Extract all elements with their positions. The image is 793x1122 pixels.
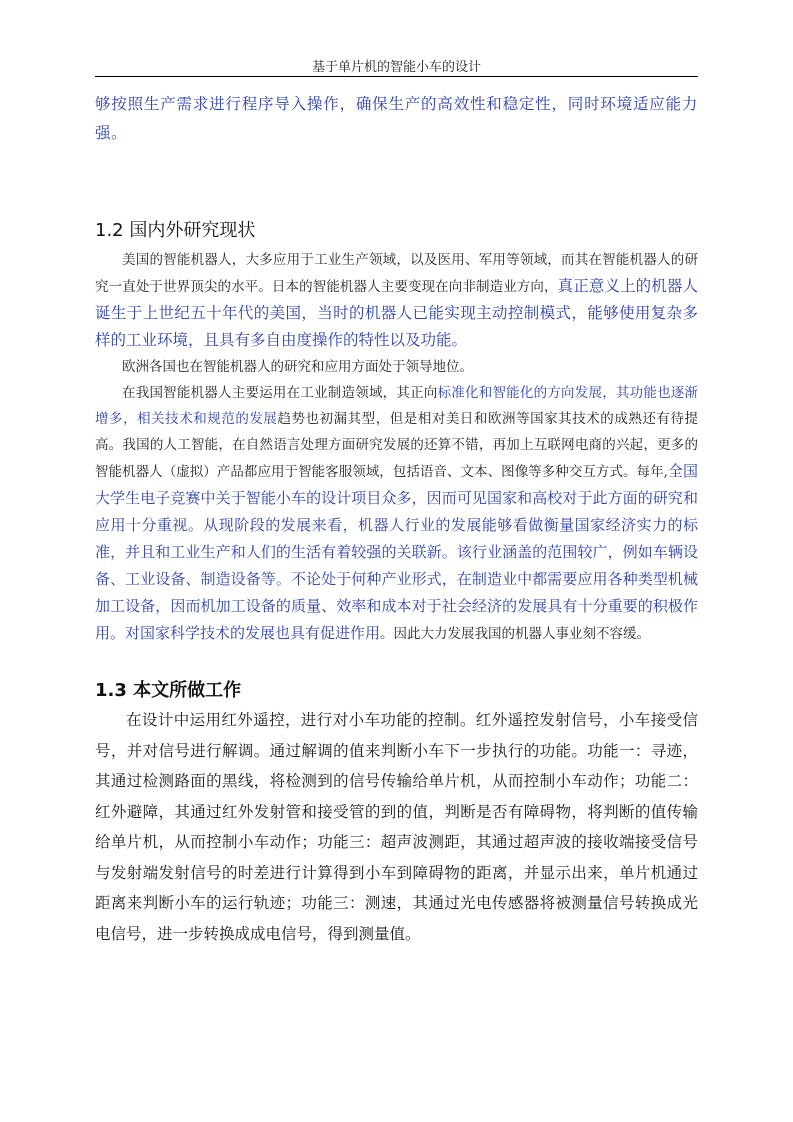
section-1-3-body	[95, 705, 698, 949]
intro-paragraph: 够按照生产需求进行程序导入操作，确保生产的高效性和稳定性，同时环境适应能力强。	[95, 95, 698, 142]
section-1-2-paragraph-1	[95, 247, 698, 354]
p1-text-black: 美国的智能机器人，大多应用于工业生产领域，以及医用、军用等领域，而其在智能机器人的研究一直处于世界顶尖的水平。日本的智能机器人主要变现在向非制造业方向，	[95, 252, 698, 295]
document-body	[95, 90, 698, 949]
section-1-2-heading: 1.2 国内外研究现状	[95, 220, 256, 241]
p3-text-black-e: 。因此大力发展我国的机器人事业刻不容缓。	[380, 626, 651, 642]
p3-text-black-a: 在我国智能机器人主要运用在工业制造领域，其正向	[122, 385, 438, 401]
p3-text-blue-d: 全国大学生电子竞赛中关于智能小车的设计项目众多，因而可见国家和高校对于此方面的研究和应用十分重视。从现阶段的发展来看，机器人行业的发展能够看做衡量国家经济实力的标准，并且和工业生产和人们的生活有着较强的关联新。该行业涵盖的范围较广，例如车辆设备、工业设备、制造设备等。不论处于何种产业形式，在制造业中都需要应用各种类型机械加工设备，因而机加工设备的质量、效率和成本对于社会经济的发展具有十分重要的积极作用。对国家科学技术的发展也具有促进作用	[95, 462, 698, 642]
p1-text-blue: 真正意义上的机器人诞生于上世纪五十年代的美国，当时的机器人已能实现主动控制模式，能够使用复杂多样的工业环境，且具有多自由度操作的特性以及功能。	[95, 277, 698, 349]
section-1-2-paragraph-3	[95, 380, 698, 647]
section-1-3-heading: 1.3 本文所做工作	[95, 680, 242, 701]
section-1-2-paragraph-2: 欧洲各国也在智能机器人的研究和应用方面处于领导地位。	[122, 359, 473, 375]
page-header-rule	[95, 76, 698, 77]
section-1-3-paragraph-1: 在设计中运用红外遥控，进行对小车功能的控制。红外遥控发射信号，小车接受信号，并对信号进行解调。通过解调的值来判断小车下一步执行的功能。功能一：寻迹，其通过检测路面的黑线，将检测到的信号传输给单片机，从而控制小车动作；功能二：红外避障，其通过红外发射管和接受管的到的值，判断是否有障碍物，将判断的值传输给单片机，从而控制小车动作；功能三：超声波测距，其通过超声波的接收端接受信号与发射端发射信号的时差进行计算得到小车到障碍物的距离，并显示出来，单片机通过距离来判断小车的运行轨迹；功能三：测速，其通过光电传感器将被测量信号转换成光电信号，进一步转换成成电信号，得到测量值。	[95, 711, 698, 943]
p3-text-black-c: 趋势也初漏其型，但是相对美日和欧洲等国家其技术的成熟还有待提高。我国的人工智能，在自然语言处理方面研究发展的还算不错，再加上互联网电商的兴起，更多的智能机器人（虚拟）产品都应用于智能客服领域，包括语音、文本、图像等多种交互方式。每年,	[95, 411, 699, 480]
page-header-title: 基于单片机的智能小车的设计	[311, 60, 481, 75]
p3-text-blue-b: 标准化和智能化的方向发展，其功能也逐渐增多，相关技术和规范的发展	[95, 385, 699, 427]
